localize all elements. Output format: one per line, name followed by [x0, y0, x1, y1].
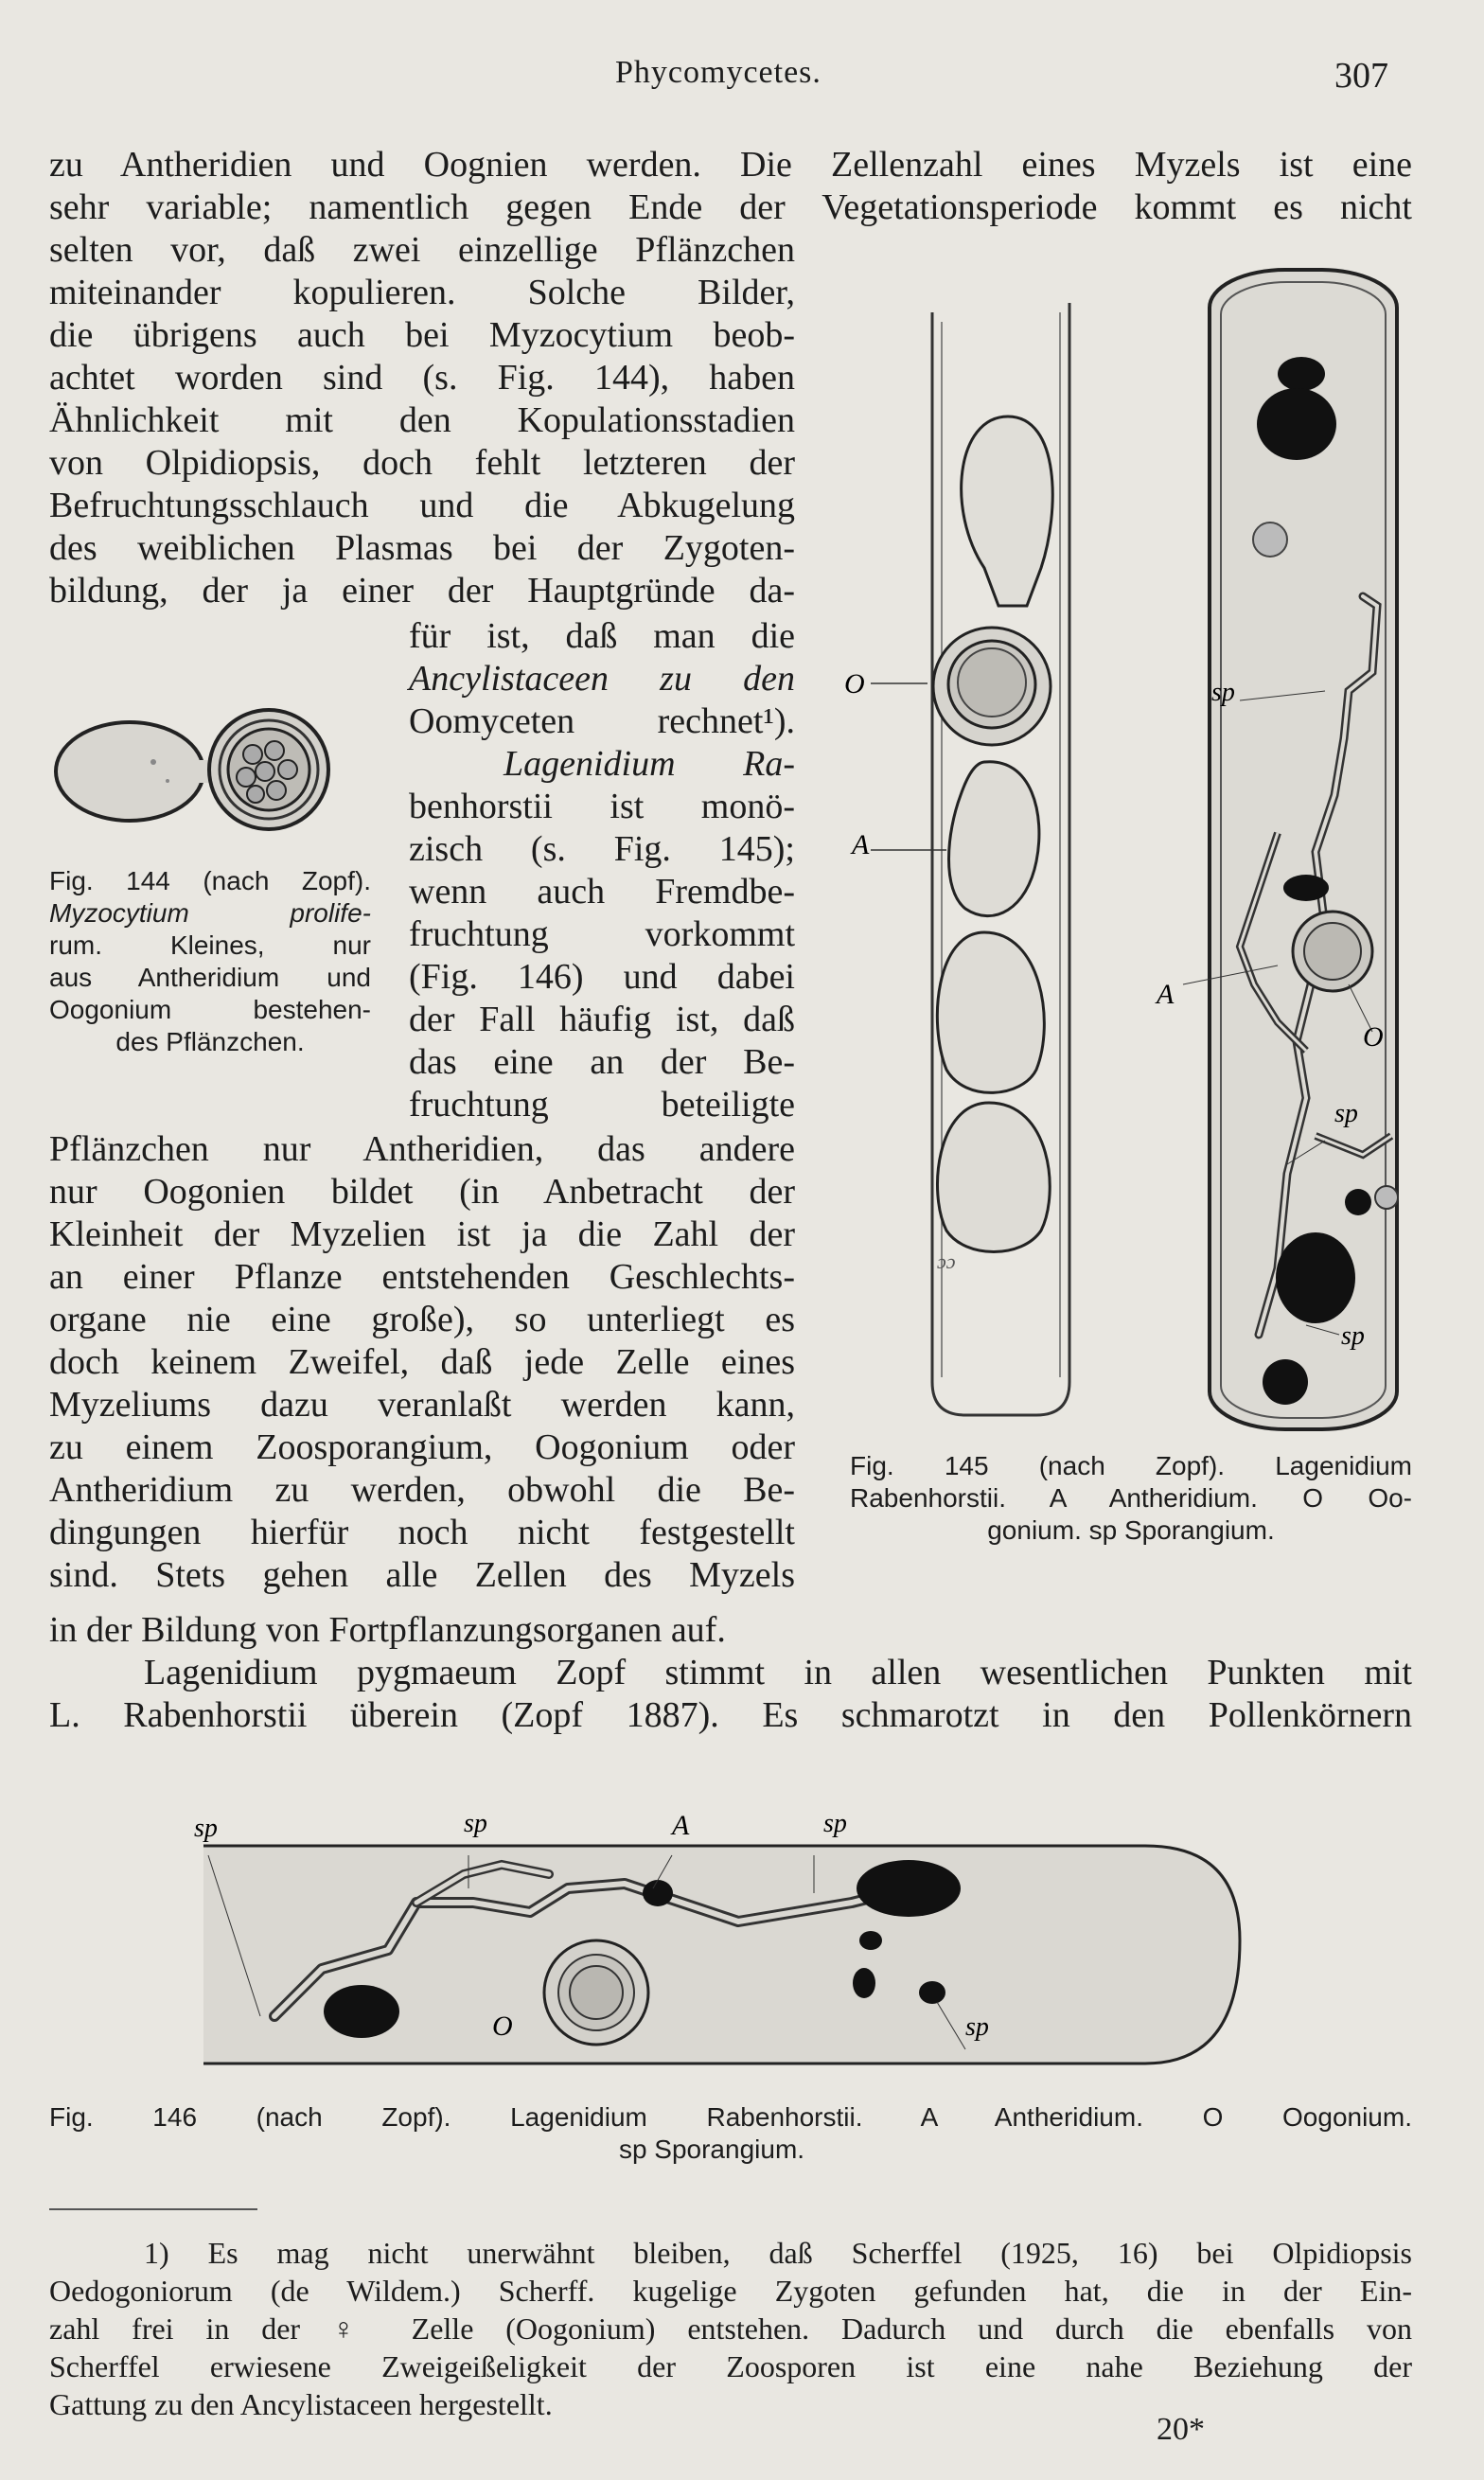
text-line: Myzeliums dazu veranlaßt werden kann, — [49, 1385, 795, 1425]
text-line: benhorstii ist monö- — [409, 787, 795, 826]
footnote-line: Scherffel erwiesene Zweigeißeligkeit der Zoosporen ist eine nahe Beziehung der — [49, 2349, 1412, 2383]
text-line: nur Oogonien bildet (in Anbetracht der — [49, 1172, 795, 1212]
figure-146-drawing — [189, 1798, 1259, 2082]
column-text-b — [409, 615, 795, 1126]
signature-mark: 20* — [1157, 2412, 1205, 2447]
label-sp: sp — [464, 1809, 487, 1838]
footnote-line: zahl frei in der ♀ Zelle (Oogonium) entstehen. Dadurch und durch die ebenfalls von — [49, 2312, 1412, 2346]
text-line: sehr variable; namentlich gegen Ende der Vegetationsperiode kommt es nicht — [49, 187, 1412, 227]
label-a: A — [1157, 979, 1175, 1010]
text-line: sind. Stets gehen alle Zellen des Myzels — [49, 1555, 795, 1595]
text-line: zisch (s. Fig. 145); — [409, 829, 795, 869]
figure-145-drawing — [833, 265, 1401, 1439]
text-line: Befruchtungsschlauch und die Abkugelung — [49, 486, 795, 525]
figure-144-caption — [49, 865, 371, 1058]
text-line: fruchtung beteiligte — [409, 1085, 795, 1125]
label-a: A — [852, 829, 870, 860]
footnote-line: Oedogoniorum (de Wildem.) Scherff. kugelige Zygoten gefunden hat, die in der Ein- — [49, 2274, 1412, 2308]
label-o: O — [492, 2011, 513, 2042]
text-line: fruchtung vorkommt — [409, 914, 795, 954]
text-line: dingungen hierfür noch nicht festgestellt — [49, 1513, 795, 1552]
text-line: in der Bildung von Fortpflanzungsorganen auf. — [49, 1610, 726, 1650]
text-line: die übrigens auch bei Myzocytium beob- — [49, 315, 795, 355]
label-o: O — [844, 668, 865, 700]
label-o: O — [1363, 1021, 1384, 1053]
text-line: achtet worden sind (s. Fig. 144), haben — [49, 358, 795, 398]
footnote-rule — [49, 2208, 257, 2210]
caption-line: Fig. 146 (nach Zopf). Lagenidium Rabenhorstii. A Antheridium. O Oogonium. — [49, 2102, 1412, 2132]
text-line: zu Antheridien und Oognien werden. Die Zellenzahl eines Myzels ist eine — [49, 145, 1412, 185]
caption-line: Oogonium bestehen- — [49, 995, 371, 1024]
running-title: Phycomycetes. — [615, 55, 822, 90]
text-line: Antheridium zu werden, obwohl die Be- — [49, 1470, 795, 1510]
after-paragraph — [49, 1609, 1412, 1737]
caption-line: Fig. 144 (nach Zopf). — [49, 866, 371, 895]
text-line: Oomyceten rechnet¹). — [409, 701, 795, 741]
caption-line: Rabenhorstii. A Antheridium. O Oo- — [850, 1483, 1412, 1513]
text-line: Ancylistaceen zu den — [409, 659, 795, 699]
figure-144-drawing — [49, 696, 343, 847]
figure-145 — [833, 265, 1401, 1439]
text-line: zu einem Zoosporangium, Oogonium oder — [49, 1427, 795, 1467]
footnote — [49, 2234, 1412, 2423]
text-line: Ähnlichkeit mit den Kopulationsstadien — [49, 400, 795, 440]
caption-line: sp Sporangium. — [618, 2135, 805, 2164]
text-line: das eine an der Be- — [409, 1042, 795, 1082]
text-line: miteinander kopulieren. Solche Bilder, — [49, 273, 795, 312]
text-line: Lagenidium Ra- — [504, 744, 795, 784]
label-sp: sp — [1334, 1099, 1358, 1128]
caption-line: gonium. sp Sporangium. — [987, 1515, 1275, 1545]
text-line: doch keinem Zweifel, daß jede Zelle eines — [49, 1342, 795, 1382]
figure-144 — [49, 696, 343, 847]
caption-line: rum. Kleines, nur — [49, 930, 371, 960]
caption-line: des Pflänzchen. — [115, 1027, 305, 1056]
footnote-line: Gattung zu den Ancylistaceen hergestellt. — [49, 2387, 553, 2421]
column-text-a — [49, 229, 795, 612]
text-line: selten vor, daß zwei einzellige Pflänzchen — [49, 230, 795, 270]
label-sp: sp — [194, 1814, 218, 1843]
caption-line: Fig. 145 (nach Zopf). Lagenidium — [850, 1451, 1412, 1480]
text-line: an einer Pflanze entstehenden Geschlechts- — [49, 1257, 795, 1297]
figure-145-caption — [850, 1450, 1412, 1547]
figure-146-caption — [49, 2101, 1412, 2166]
label-sp: sp — [1211, 678, 1235, 707]
intro-paragraph — [49, 144, 1412, 229]
text-line: für ist, daß man die — [409, 616, 795, 656]
text-line: des weiblichen Plasmas bei der Zygoten- — [49, 528, 795, 568]
column-text-c — [49, 1128, 795, 1597]
label-sp: sp — [823, 1809, 847, 1838]
text-line: Lagenidium pygmaeum Zopf stimmt in allen wesentlichen Punkten mit — [144, 1653, 1412, 1692]
footnote-line: 1) Es mag nicht unerwähnt bleiben, daß Scherffel (1925, 16) bei Olpidiopsis — [144, 2236, 1412, 2270]
page-number: 307 — [1334, 56, 1388, 96]
figure-146 — [189, 1798, 1259, 2082]
text-line: von Olpidiopsis, doch fehlt letzteren der — [49, 443, 795, 483]
label-sp: sp — [965, 2012, 989, 2042]
label-sp: sp — [1341, 1321, 1365, 1351]
text-line: Pflänzchen nur Antheridien, das andere — [49, 1129, 795, 1169]
text-line: bildung, der ja einer der Hauptgründe da- — [49, 571, 795, 611]
text-line: wenn auch Fremdbe- — [409, 872, 795, 912]
caption-line: aus Antheridium und — [49, 963, 371, 992]
label-a: A — [672, 1810, 690, 1841]
text-line: Kleinheit der Myzelien ist ja die Zahl der — [49, 1214, 795, 1254]
text-line: (Fig. 146) und dabei — [409, 957, 795, 997]
text-line: der Fall häufig ist, daß — [409, 1000, 795, 1039]
sketch-mark: ɔɔ — [937, 1249, 956, 1273]
text-line: organe nie eine große), so unterliegt es — [49, 1300, 795, 1339]
text-line: L. Rabenhorstii überein (Zopf 1887). Es schmarotzt in den Pollenkörnern — [49, 1695, 1412, 1735]
caption-line: Myzocytium prolife- — [49, 898, 371, 928]
